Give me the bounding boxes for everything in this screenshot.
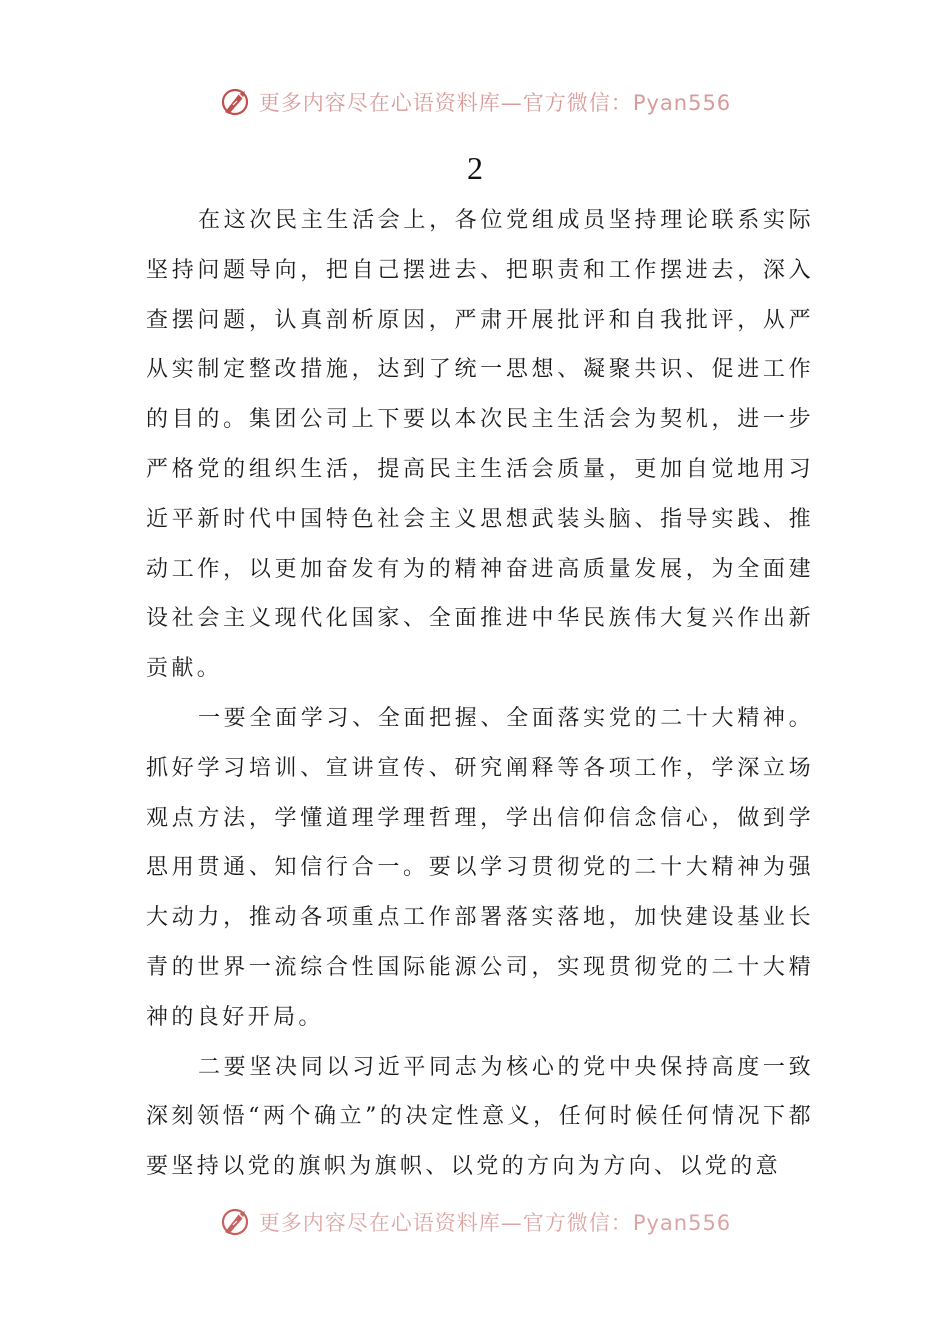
pen-nib-circle-icon [219,85,253,119]
pen-nib-circle-icon [219,1205,253,1239]
watermark-slogan: 更多内容尽在心语资料库—官方微信： [258,1211,633,1235]
footer-watermark [0,1202,950,1242]
watermark-wechat-id: Pyan556 [632,1211,732,1235]
paragraph-1: 在这次民主生活会上，各位党组成员坚持理论联系实际坚持问题导向，把自己摆进去、把职责和工作摆进去，深入查摆问题，认真剖析原因，严肃开展批评和自我批评，从严从实制定整改措施，达到了统一思想、凝聚共识、促进工作的目的。集团公司上下要以本次民主生活会为契机，进一步严格党的组织生活，提高民主生活会质量，更加自觉地用习近平新时代中国特色社会主义思想武装头脑、指导实践、推动工作，以更加奋发有为的精神奋进高质量发展，为全面建设社会主义现代化国家、全面推进中华民族伟大复兴作出新贡献。 [146,208,814,682]
header-watermark [0,82,950,122]
paragraph-2: 一要全面学习、全面把握、全面落实党的二十大精神。抓好学习培训、宣讲宣传、研究阐释等各项工作，学深立场观点方法，学懂道理学理哲理，学出信仰信念信心，做到学思用贯通、知信行合一。要以学习贯彻党的二十大精神为强大动力，推动各项重点工作部署落实落地，加快建设基业长青的世界一流综合性国际能源公司，实现贯彻党的二十大精神的良好开局。 [146,705,814,1030]
page-number: 2 [467,150,483,186]
document-body [146,196,814,1192]
watermark-text [259,1207,731,1237]
watermark-text [259,87,731,117]
watermark-slogan: 更多内容尽在心语资料库—官方微信： [258,91,633,115]
paragraph-3: 二要坚决同以习近平同志为核心的党中央保持高度一致深刻领悟“两个确立”的决定性意义，任何时候任何情况下都要坚持以党的旗帜为旗帜、以党的方向为方向、以党的意 [146,1054,814,1180]
watermark-wechat-id: Pyan556 [632,91,732,115]
